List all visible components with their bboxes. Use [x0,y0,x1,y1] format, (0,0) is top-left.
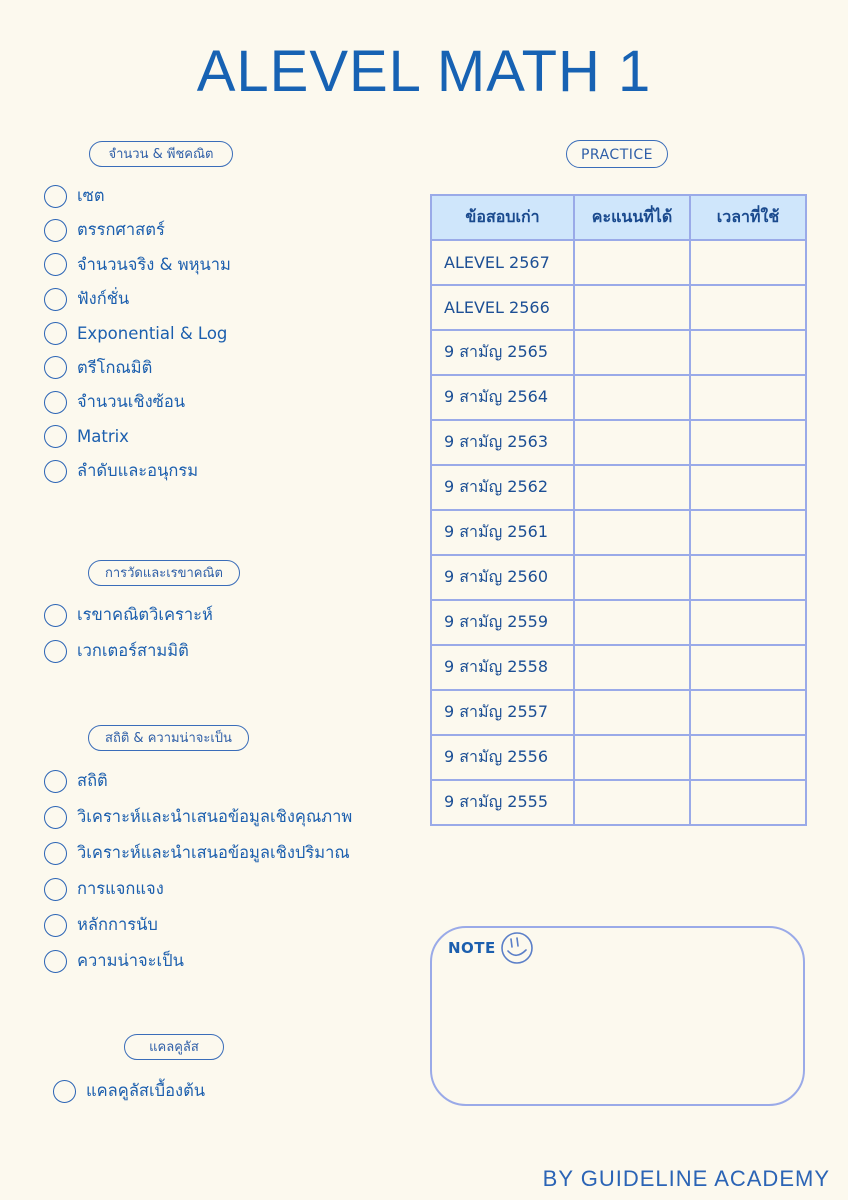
checkbox-circle[interactable] [44,914,67,937]
score-cell[interactable] [574,465,690,510]
exam-name-cell: ALEVEL 2567 [431,240,574,285]
footer-brand: BY GUIDELINE ACADEMY [542,1166,830,1191]
table-header-row [431,195,806,240]
table-row [431,420,806,465]
table-row [431,465,806,510]
table-row [431,600,806,645]
checklist-item[interactable] [44,320,231,348]
section-heading-algebra: จำนวน & พีชคณิต [89,141,233,167]
checkbox-circle[interactable] [53,1080,76,1103]
checklist-item[interactable] [44,285,231,313]
checkbox-circle[interactable] [44,219,67,242]
column-header-time: เวลาที่ใช้ [690,195,806,240]
table-row [431,240,806,285]
exam-name-cell: 9 สามัญ 2562 [431,465,574,510]
table-row [431,690,806,735]
checkbox-circle[interactable] [44,770,67,793]
checklist-item[interactable] [44,388,231,416]
table-row [431,510,806,555]
column-header-score: คะแนนที่ได้ [574,195,690,240]
score-cell[interactable] [574,645,690,690]
score-cell[interactable] [574,735,690,780]
checklist-item[interactable] [44,839,352,867]
checklist-item-label: ความน่าจะเป็น [77,951,184,970]
exam-name-cell: 9 สามัญ 2561 [431,510,574,555]
checklist-item[interactable] [44,803,352,831]
checklist-item[interactable] [44,216,231,244]
table-row [431,780,806,825]
checklist-item[interactable] [44,182,231,210]
time-cell[interactable] [690,465,806,510]
checkbox-circle[interactable] [44,950,67,973]
exam-name-cell: 9 สามัญ 2555 [431,780,574,825]
checklist-item[interactable] [53,1077,205,1105]
checkbox-circle[interactable] [44,391,67,414]
checkbox-circle[interactable] [44,288,67,311]
score-cell[interactable] [574,555,690,600]
checklist-item-label: Matrix [77,427,129,447]
score-cell[interactable] [574,285,690,330]
checkbox-circle[interactable] [44,253,67,276]
checklist-item[interactable] [44,947,352,975]
checklist-item[interactable] [44,637,213,665]
checklist-item-label: ลำดับและอนุกรม [77,461,199,481]
table-row [431,645,806,690]
checkbox-circle[interactable] [44,806,67,829]
checklist-item-label: แคลคูลัสเบื้องต้น [86,1081,206,1100]
checkbox-circle[interactable] [44,185,67,208]
checklist-item-label: สถิติ [77,771,108,790]
checklist-item[interactable] [44,601,213,629]
checklist-geometry [44,601,213,665]
practice-label: PRACTICE [566,140,668,168]
note-label: NOTE [448,939,496,957]
practice-table [430,194,807,826]
exam-name-cell: ALEVEL 2566 [431,285,574,330]
score-cell[interactable] [574,600,690,645]
smiley-icon [498,930,536,966]
exam-name-cell: 9 สามัญ 2560 [431,555,574,600]
score-cell[interactable] [574,690,690,735]
checkbox-circle[interactable] [44,322,67,345]
score-cell[interactable] [574,375,690,420]
time-cell[interactable] [690,285,806,330]
time-cell[interactable] [690,735,806,780]
time-cell[interactable] [690,330,806,375]
exam-name-cell: 9 สามัญ 2563 [431,420,574,465]
table-row [431,555,806,600]
checklist-item-label: เวกเตอร์สามมิติ [77,641,189,660]
checkbox-circle[interactable] [44,842,67,865]
checklist-item-label: หลักการนับ [77,915,158,934]
score-cell[interactable] [574,420,690,465]
checklist-item[interactable] [44,911,352,939]
checkbox-circle[interactable] [44,425,67,448]
checklist-item-label: จำนวนจริง & พหุนาม [77,254,231,274]
exam-name-cell: 9 สามัญ 2565 [431,330,574,375]
checklist-item[interactable] [44,251,231,279]
checklist-item-label: ตรรกศาสตร์ [77,220,165,240]
time-cell[interactable] [690,375,806,420]
checklist-item-label: วิเคราะห์และนำเสนอข้อมูลเชิงปริมาณ [77,843,350,862]
table-row [431,375,806,420]
checklist-item[interactable] [44,354,231,382]
checklist-item-label: การแจกแจง [77,879,164,898]
time-cell[interactable] [690,780,806,825]
checklist-item[interactable] [44,423,231,451]
exam-name-cell: 9 สามัญ 2558 [431,645,574,690]
time-cell[interactable] [690,510,806,555]
checklist-item-label: เซต [77,186,105,205]
checklist-item-label: วิเคราะห์และนำเสนอข้อมูลเชิงคุณภาพ [77,807,353,826]
score-cell[interactable] [574,240,690,285]
exam-name-cell: 9 สามัญ 2559 [431,600,574,645]
time-cell[interactable] [690,645,806,690]
checklist-item-label: Exponential & Log [77,324,228,344]
checklist-algebra [44,182,231,485]
time-cell[interactable] [690,240,806,285]
exam-name-cell: 9 สามัญ 2564 [431,375,574,420]
checkbox-circle[interactable] [44,640,67,663]
page-title: ALEVEL MATH 1 [196,39,652,104]
score-cell[interactable] [574,510,690,555]
time-cell[interactable] [690,600,806,645]
checkbox-circle[interactable] [44,604,67,627]
checklist-item[interactable] [44,767,352,795]
checklist-item-label: เรขาคณิตวิเคราะห์ [77,605,213,624]
table-row [431,330,806,375]
checklist-item[interactable] [44,875,352,903]
time-cell[interactable] [690,690,806,735]
section-heading-calculus: แคลคูลัส [124,1034,224,1060]
checkbox-circle[interactable] [44,356,67,379]
exam-name-cell: 9 สามัญ 2556 [431,735,574,780]
checklist-statistics [44,767,352,975]
table-row [431,735,806,780]
checklist-item-label: ตรีโกณมิติ [77,357,153,377]
column-header-exam: ข้อสอบเก่า [431,195,574,240]
checklist-item-label: ฟังก์ชั่น [77,289,130,309]
section-heading-statistics: สถิติ & ความน่าจะเป็น [88,725,249,751]
checkbox-circle[interactable] [44,460,67,483]
checkbox-circle[interactable] [44,878,67,901]
score-cell[interactable] [574,330,690,375]
score-cell[interactable] [574,780,690,825]
checklist-calculus [53,1077,205,1105]
checklist-item-label: จำนวนเชิงซ้อน [77,392,186,412]
section-heading-geometry: การวัดและเรขาคณิต [88,560,240,586]
time-cell[interactable] [690,420,806,465]
checklist-item[interactable] [44,457,231,485]
time-cell[interactable] [690,555,806,600]
exam-name-cell: 9 สามัญ 2557 [431,690,574,735]
table-row [431,285,806,330]
